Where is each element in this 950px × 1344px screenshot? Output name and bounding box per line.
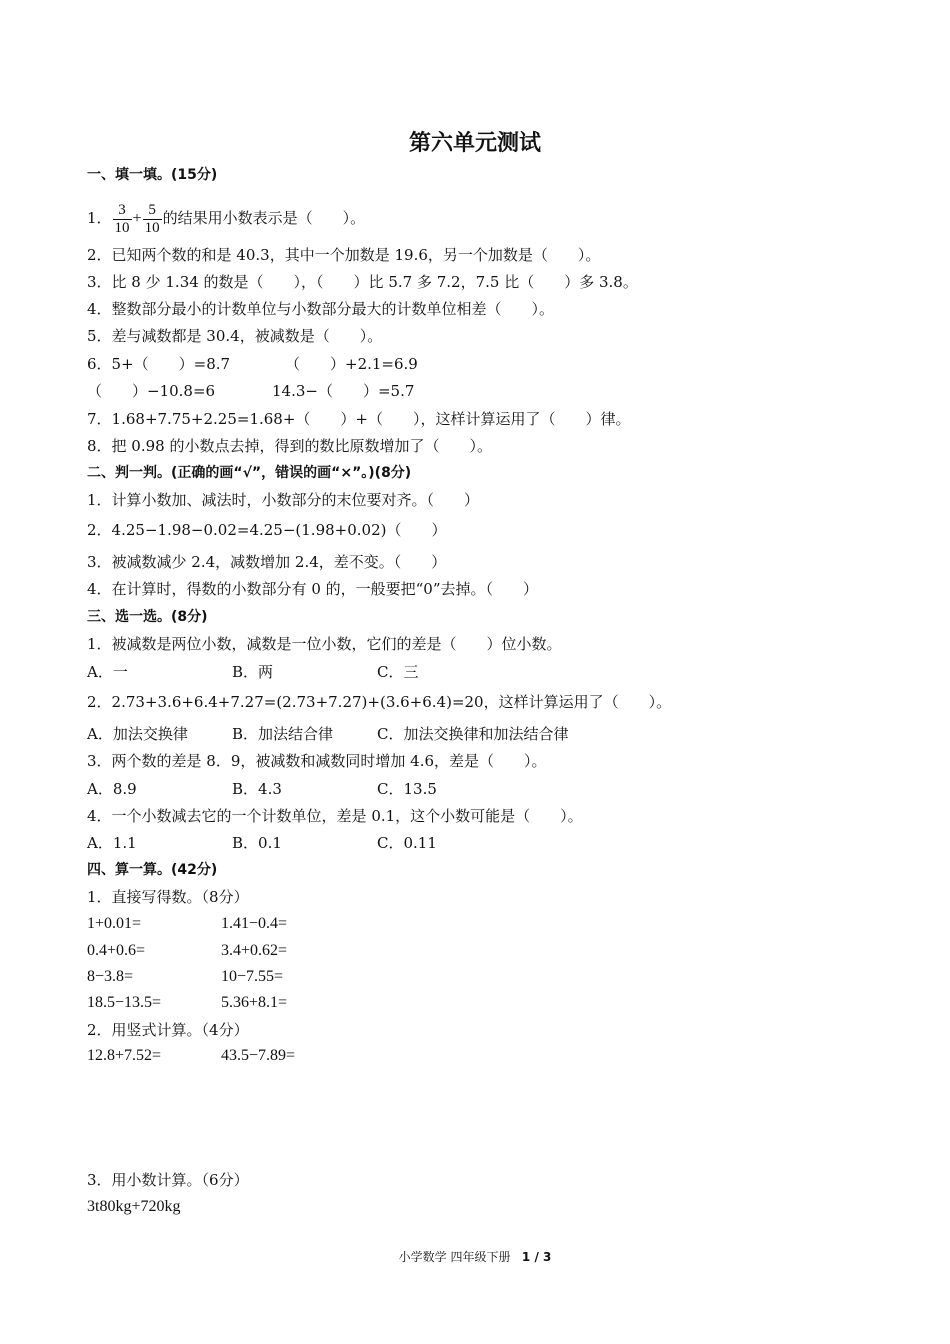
option-b: B．加法结合律 [232,725,334,743]
s4-part-3-expression: 3t80kg+720kg [87,1198,181,1215]
fraction-1-denominator: 10 [114,219,130,236]
calc-row [87,914,287,934]
s3-q2-options [87,724,568,744]
calc-item: 1.41−0.4= [221,915,288,932]
calc-item: 10−7.55= [221,968,284,985]
calc-item: 1+0.01= [87,915,142,932]
calc-item: 8−3.8= [87,968,134,985]
s1-question-8: 8．把 0.98 的小数点去掉，得到的数比原数增加了（ ）。 [87,437,492,455]
option-a: A．8.9 [87,780,137,798]
vertical-calc-item: 12.8+7.52= [87,1047,162,1064]
fraction-2 [143,202,162,237]
s1-question-5: 5．差与减数都是 30.4，被减数是（ ）。 [87,327,383,345]
s4-part-3: 3．用小数计算。（6分） [87,1171,249,1189]
section-1-heading: 一、填一填。(15分) [87,167,218,183]
s3-q1-options [87,662,418,682]
calc-row [87,967,283,987]
s3-question-4: 4．一个小数减去它的一个计数单位，差是 0.1，这个小数可能是（ ）。 [87,807,583,825]
fraction-2-denominator: 10 [144,219,160,236]
q1-suffix: 的结果用小数表示是（ ）。 [162,209,366,227]
s1-question-6d: 14.3−（ ）=5.7 [272,382,415,400]
footer-subject: 小学数学 四年级下册 [398,1250,511,1264]
calc-row [87,993,287,1013]
s2-question-4: 4．在计算时，得数的小数部分有 0 的，一般要把“0”去掉。（ ） [87,580,539,598]
s3-q3-options [87,779,437,799]
q1-prefix: 1． [87,209,112,227]
s2-question-3: 3．被减数减少 2.4，减数增加 2.4，差不变。（ ） [87,553,447,571]
s2-question-1: 1．计算小数加、减法时，小数部分的末位要对齐。（ ） [87,491,480,509]
fraction-2-numerator: 5 [143,202,162,220]
calc-item: 0.4+0.6= [87,942,146,959]
option-c: C．0.11 [377,834,437,852]
option-b: B．0.1 [232,834,282,852]
section-3-heading: 三、选一选。(8分) [87,609,208,625]
page-number: 1 / 3 [521,1250,552,1264]
fraction-1-numerator: 3 [113,202,132,220]
s1-question-2: 2．已知两个数的和是 40.3，其中一个加数是 19.6，另一个加数是（ ）。 [87,246,601,264]
fraction-1 [113,202,132,237]
option-a: A．一 [87,663,128,681]
page-title: 第六单元测试 [408,131,541,156]
s1-question-1 [87,198,365,239]
page-footer [0,1248,950,1265]
s3-question-2: 2．2.73+3.6+6.4+7.27=(2.73+7.27)+(3.6+6.4)=20，这样计算运用了（ ）。 [87,693,672,711]
s1-question-7: 7．1.68+7.75+2.25=1.68+（ ）+（ ），这样计算运用了（ ）律。 [87,410,631,428]
option-a: A．加法交换律 [87,725,188,743]
option-c: C．加法交换律和加法结合律 [377,725,569,743]
option-b: B．两 [232,663,274,681]
s4-part-1: 1．直接写得数。（8分） [87,888,249,906]
calc-item: 18.5−13.5= [87,994,162,1011]
option-a: A．1.1 [87,834,137,852]
section-2-heading: 二、判一判。(正确的画“√”，错误的画“×”。)(8分) [87,465,412,481]
option-c: C．三 [377,663,419,681]
vertical-calc-item: 43.5−7.89= [221,1047,296,1064]
s2-question-2: 2．4.25−1.98−0.02=4.25−(1.98+0.02)（ ） [87,521,447,539]
vertical-calc-row [87,1046,295,1066]
s1-question-6c: （ ）−10.8=6 [87,382,216,400]
s4-part-2: 2．用竖式计算。（4分） [87,1021,249,1039]
option-b: B．4.3 [232,780,282,798]
s3-q4-options [87,833,437,853]
s3-question-3: 3．两个数的差是 8．9，被减数和减数同时增加 4.6，差是（ ）。 [87,752,547,770]
s1-question-6a: 6．5+（ ）=8.7 [87,355,231,373]
section-4-heading: 四、算一算。(42分) [87,862,218,878]
s3-question-1: 1．被减数是两位小数，减数是一位小数，它们的差是（ ）位小数。 [87,635,562,653]
s1-question-3: 3．比 8 少 1.34 的数是（ ），（ ）比 5.7 多 7.2，7.5 比（ ）多 3.8。 [87,273,638,291]
s1-question-4: 4．整数部分最小的计数单位与小数部分最大的计数单位相差（ ）。 [87,300,555,318]
s1-question-6b: （ ）+2.1=6.9 [285,355,418,373]
calc-row [87,941,287,961]
calc-item: 3.4+0.62= [221,942,288,959]
calc-item: 5.36+8.1= [221,994,288,1011]
plus-sign: + [132,210,142,227]
option-c: C．13.5 [377,780,437,798]
